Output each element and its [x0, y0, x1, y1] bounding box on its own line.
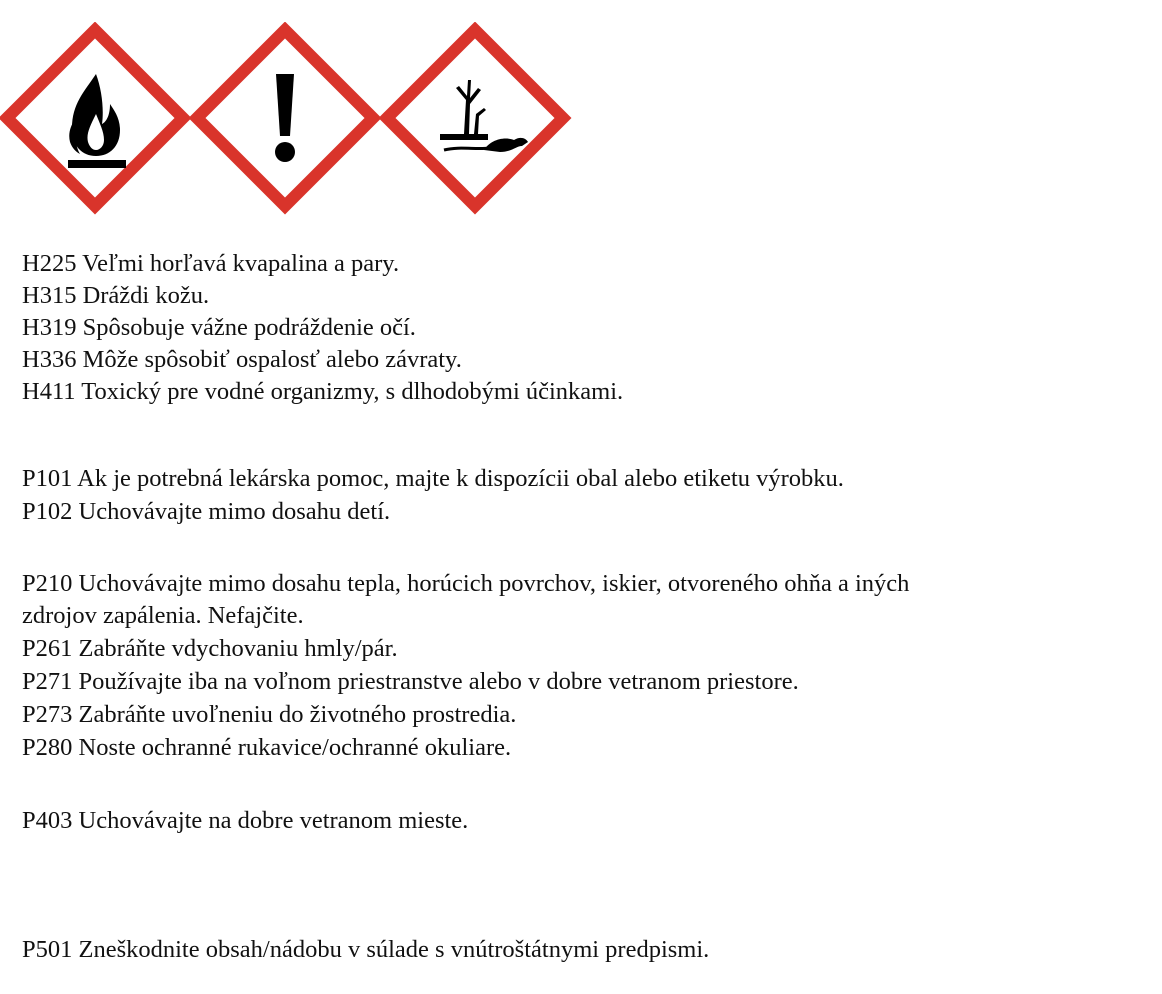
flame-icon	[7, 30, 183, 206]
ghs-pictograms	[0, 22, 580, 218]
precautionary-statement-p280: P280 Noste ochranné rukavice/ochranné okuliare.	[22, 734, 512, 761]
hazard-statement-h411: H411 Toxický pre vodné organizmy, s dlhodobými účinkami.	[22, 378, 624, 405]
hazard-statement-h319: H319 Spôsobuje vážne podráždenie očí.	[22, 314, 416, 341]
precautionary-statement-p101: P101 Ak je potrebná lekárska pomoc, majte k dispozícii obal alebo etiketu výrobku.	[22, 465, 844, 492]
precautionary-statement-p403: P403 Uchovávajte na dobre vetranom mieste.	[22, 807, 469, 834]
hazard-statement-h336: H336 Môže spôsobiť ospalosť alebo závraty.	[22, 346, 462, 373]
precautionary-statement-p273: P273 Zabráňte uvoľneniu do životného prostredia.	[22, 701, 517, 728]
hazard-statement-h225: H225 Veľmi horľavá kvapalina a pary.	[22, 250, 400, 277]
precautionary-statement-p210-continued: zdrojov zapálenia. Nefajčite.	[22, 602, 304, 629]
precautionary-statement-p261: P261 Zabráňte vdychovaniu hmly/pár.	[22, 635, 398, 662]
environment-icon	[387, 30, 563, 206]
precautionary-statement-p501: P501 Zneškodnite obsah/nádobu v súlade s vnútroštátnymi predpismi.	[22, 936, 710, 963]
precautionary-statement-p271: P271 Používajte iba na voľnom priestranstve alebo v dobre vetranom priestore.	[22, 668, 799, 695]
exclamation-mark-icon	[197, 30, 373, 206]
precautionary-statement-p210: P210 Uchovávajte mimo dosahu tepla, horúcich povrchov, iskier, otvoreného ohňa a iných	[22, 570, 910, 597]
precautionary-statement-p102: P102 Uchovávajte mimo dosahu detí.	[22, 498, 391, 525]
hazard-statement-h315: H315 Dráždi kožu.	[22, 282, 210, 309]
